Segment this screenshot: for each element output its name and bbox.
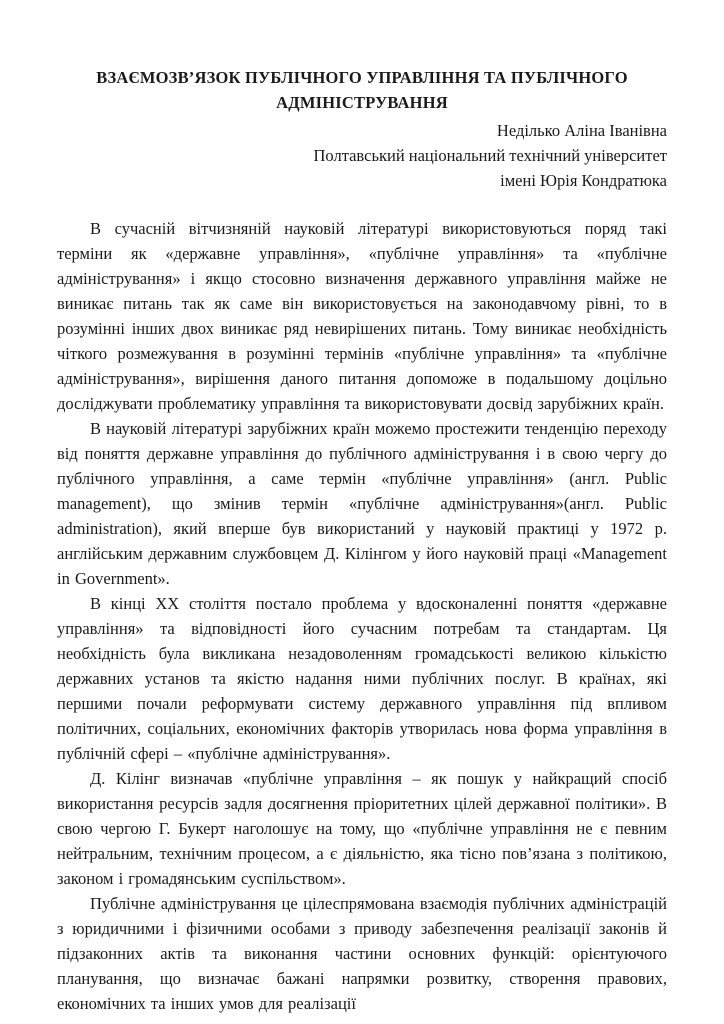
body-paragraph-3: В кінці ХХ століття постало проблема у вдосконаленні поняття «державне управління» та відповідності його сучасним потребам та стандартам. Ця необхідність була викликана незадоволенням громадськості великою кількістю державних установ та якістю надання ними публічних послуг. В країнах, які першими почали реформувати систему державного управління під впливом політичних, соціальних, економічних факторів утворилась нова форма управління в публічній сфері – «публічне адміністрування».: [57, 594, 667, 763]
body-paragraph-5: Публічне адміністрування це цілеспрямована взаємодія публічних адміністрацій з юридичними і фізичними особами з приводу забезпечення реалізації законів й підзаконних актів та виконання частини основних функцій: орієнтуючого планування, що визначає бажані напрямки розвитку, створення правових, економічних та інших умов для реалізації: [57, 894, 667, 1013]
body-paragraph-4: Д. Кілінг визначав «публічне управління – як пошук у найкращий спосіб використання ресурсів задля досягнення пріоритетних цілей державної політики». В свою чергою Г. Букерт наголошує на тому, що «публічне управління не є певним нейтральним, технічним процесом, а є діяльністю, яка тісно пов’язана з політикою, законом і громадянським суспільством».: [57, 769, 667, 888]
paper-title: ВЗАЄМОЗВ’ЯЗОК ПУБЛІЧНОГО УПРАВЛІННЯ ТА ПУБЛІЧНОГО АДМІНІСТРУВАННЯ: [96, 68, 628, 112]
document-body: [57, 216, 667, 1016]
body-paragraph-1: В сучасній вітчизняній науковій літературі використовуються поряд такі терміни як «державне управління», «публічне управління» та «публічне адміністрування» і якщо стосовно визначення державного управління майже не виникає питань так як саме він використовується на законодавчому рівні, то в розумінні інших двох виникає ряд невирішених питань. Тому виникає необхідність чіткого розмежування в розумінні термінів «публічне управління» та «публічне адміністрування», вирішення даного питання допоможе в подальшому доцільно досліджувати проблематику управління та використовувати досвід зарубіжних країн.: [57, 219, 667, 413]
affiliation-line-2: імені Юрія Кондратюка: [500, 171, 667, 190]
affiliation-line-1: Полтавський національний технічний університет: [313, 146, 667, 165]
byline: [57, 118, 667, 193]
body-paragraph-2: В науковій літературі зарубіжних країн можемо простежити тенденцію переходу від поняття державне управління до публічного адміністрування і в свою чергу до публічного управління, а саме термін «публічне управління» (англ. Public management), що змінив термін «публічне адміністрування»(англ. Public administration), який вперше був використаний у науковій практиці у 1972 р. англійським державним службовцем Д. Кілінгом у його науковій праці «Management in Government».: [57, 419, 667, 588]
author-name: Неділько Аліна Іванівна: [496, 121, 667, 140]
